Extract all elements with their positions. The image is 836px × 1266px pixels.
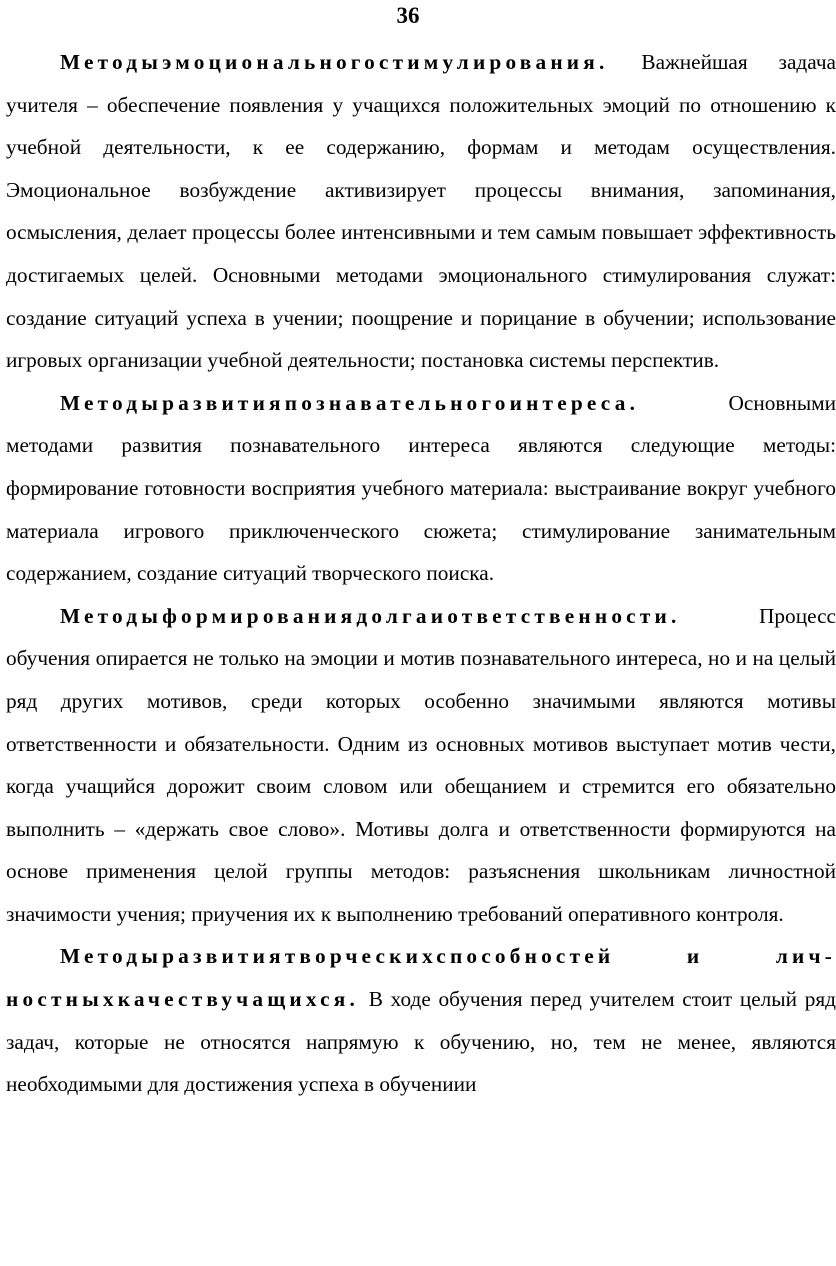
section-heading: Методыэмоциональногостимулирования.: [60, 50, 609, 74]
paragraph-text: Основными методами развития познавательного интереса являются следующие методы: формирование готовности восприятия учебного материала: выстраивание вокруг учебного материала игрового приключенческого сюжета; стимулирование занимательным содержанием, создание ситуаций творческого поиска.: [6, 390, 836, 586]
page-number: 36: [396, 3, 420, 28]
paragraph-text: В ходе обучения перед учителем стоит целый ряд задач, которые не относятся напрямую к обучению, но, тем не менее, являются необходимыми для достижения успеха в обучениии: [6, 987, 836, 1097]
paragraph-emotional-stimulation: [6, 41, 836, 382]
paragraph-text: Важнейшая задача учителя – обеспечение появления у учащихся положительных эмоций по отношению к учебной деятельности, к ее содержанию, формам и методам осуществления. Эмоциональное возбуждение активизирует процессы внимания, запоминания, осмысления, делает процессы более интенсивными и тем самым повышает эффективность достигаемых целей. Основными методами эмоционального стимулирования служат: создание ситуаций успеха в учении; поощрение и порицание в обучении; использование игровых организации учебной деятельности; постановка системы перспектив.: [6, 50, 836, 373]
document-body: [6, 41, 836, 1106]
paragraph-creative-abilities: [6, 935, 836, 1105]
section-heading: Методыразвитияпознавательногоинтереса.: [60, 390, 640, 415]
section-heading: Методыразвитиятворческихспособностей и лич-ностныхкачествучащихся.: [6, 944, 836, 1012]
paragraph-cognitive-interest: [6, 382, 836, 595]
paragraph-text: Процесс обучения опирается не только на эмоции и мотив познавательного интереса, но и на целый ряд других мотивов, среди которых особенно значимыми являются мотивы ответственности и обязательности. Одним из основных мотивов выступает мотив чести, когда учащийся дорожит своим словом или обещанием и стремится его обязательно выполнить – «держать свое слово». Мотивы долга и ответственности формируются на основе применения целой группы методов: разъяснения школьникам личностной значимости учения; приучения их к выполнению требований оперативного контроля.: [6, 603, 836, 926]
section-heading: Методыформированиядолгаиответственности.: [60, 603, 681, 628]
paragraph-duty-responsibility: [6, 595, 836, 936]
